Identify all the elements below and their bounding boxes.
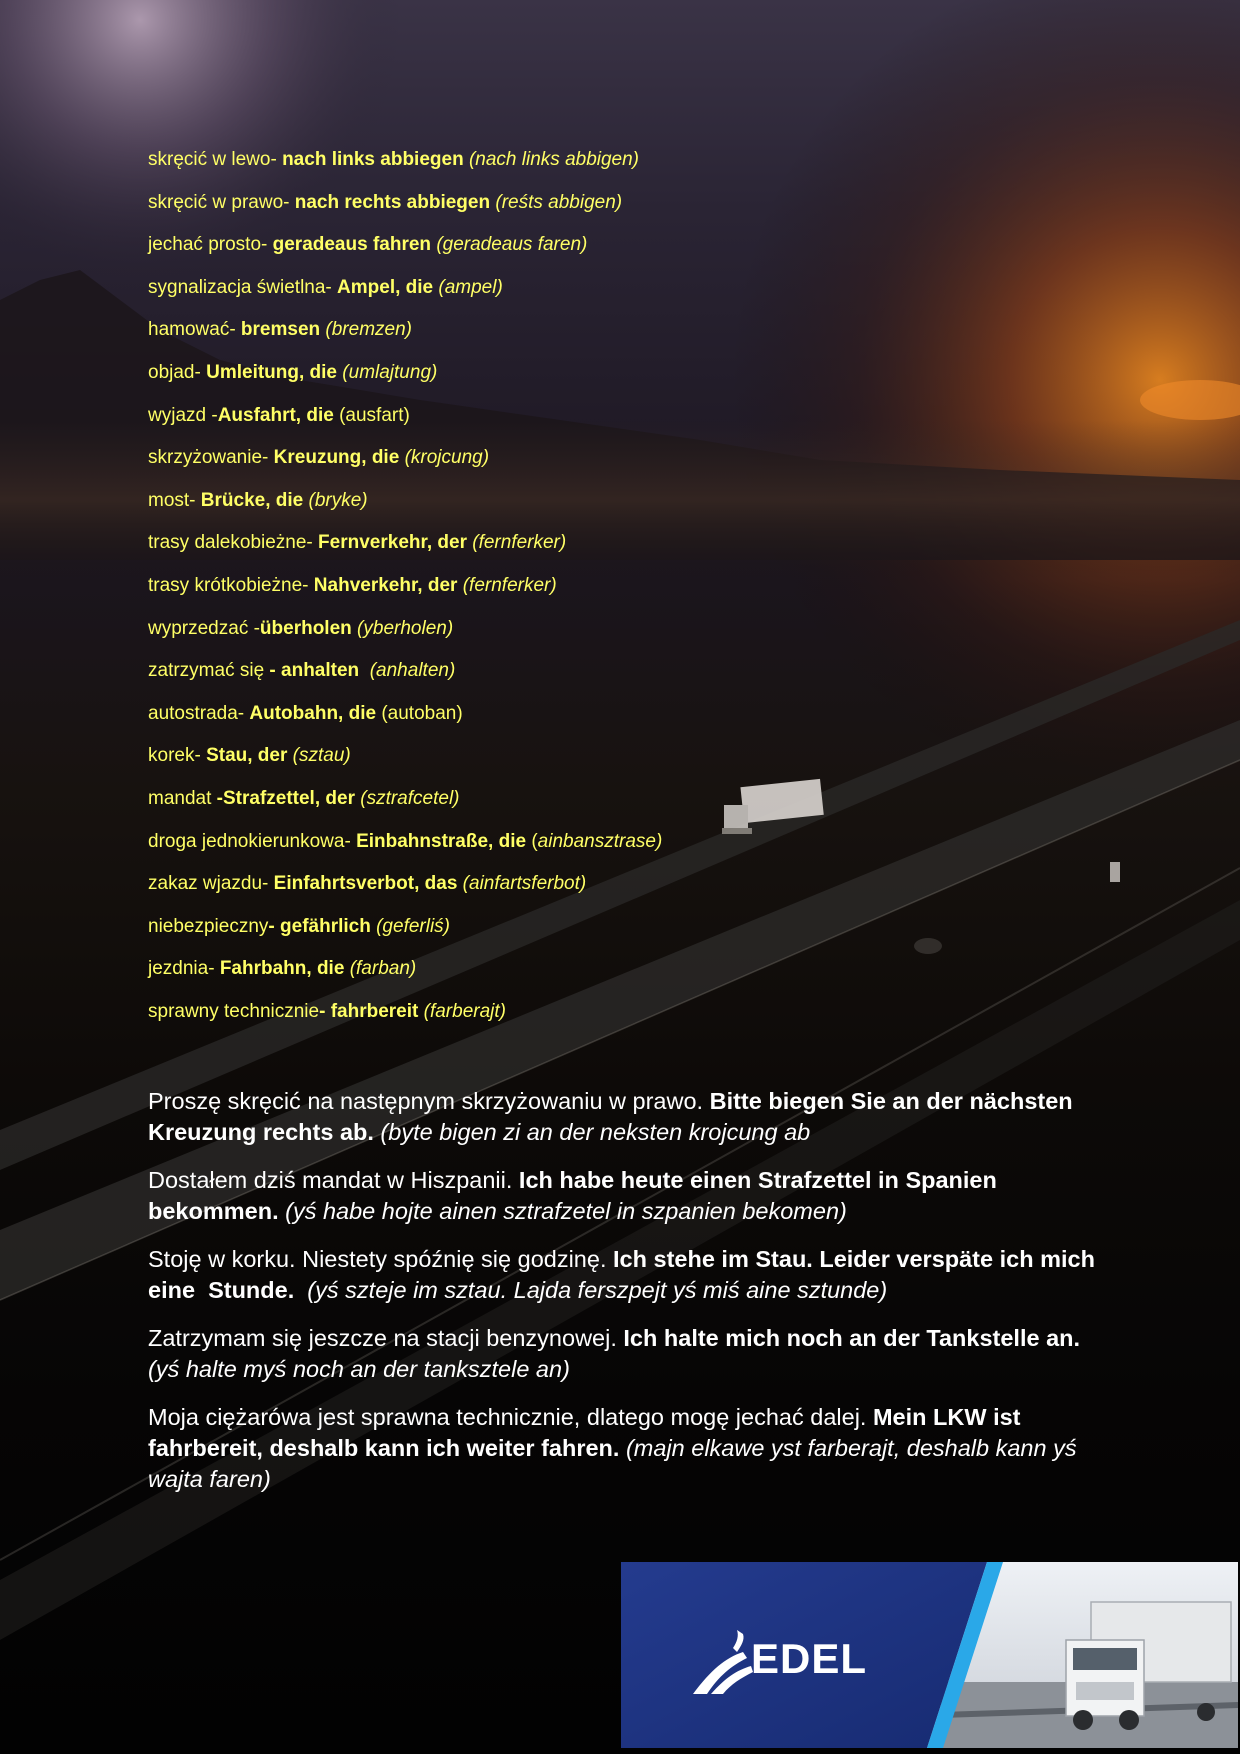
vocabulary-entry: mandat -Strafzettel, der (sztrafcetel) [148, 787, 460, 809]
vocabulary-entry: sygnalizacja świetlna- Ampel, die (ampel) [148, 276, 503, 298]
edel-banner [621, 1562, 1238, 1748]
vocabulary-entry: wyjazd -Ausfahrt, die (ausfart) [148, 404, 410, 426]
vocabulary-entry: droga jednokierunkowa- Einbahnstraße, die (ainbansztrase) [148, 830, 663, 852]
edel-logo-text: EDEL [751, 1635, 868, 1682]
vocabulary-entry: zakaz wjazdu- Einfahrtsverbot, das (ainfartsferbot) [148, 873, 587, 895]
vocabulary-entry: most- Brücke, die (bryke) [148, 489, 368, 511]
vocabulary-entry: korek- Stau, der (sztau) [148, 745, 351, 767]
vocabulary-entry: wyprzedzać -überholen (yberholen) [148, 617, 454, 639]
vocabulary-list [148, 146, 1148, 1040]
example-sentence: Dostałem dziś mandat w Hiszpanii. Ich habe heute einen Strafzettel in Spanien bekommen. (yś habe hojte ainen sztrafzetel in szpanien bekomen) [148, 1167, 997, 1224]
example-sentence: Moja ciężarówa jest sprawna technicznie, dlatego mogę jechać dalej. Mein LKW ist fahrbereit, deshalb kann ich weiter fahren. (majn elkawe yst farberajt, deshalb kann yś wajta faren) [148, 1404, 1077, 1492]
example-sentence: Zatrzymam się jeszcze na stacji benzynowej. Ich halte mich noch an der Tankstelle an. (yś halte myś noch an der tanksztele an) [148, 1325, 1081, 1382]
vocabulary-entry: autostrada- Autobahn, die (autoban) [148, 702, 463, 724]
vocabulary-entry: trasy dalekobieżne- Fernverkehr, der (fernferker) [148, 532, 567, 554]
vocabulary-entry: sprawny technicznie- fahrbereit (farberajt) [148, 1000, 506, 1022]
vocabulary-entry: jechać prosto- geradeaus fahren (geradeaus faren) [148, 234, 588, 256]
vocabulary-entry: objad- Umleitung, die (umlajtung) [148, 361, 438, 383]
example-sentence: Proszę skręcić na następnym skrzyżowaniu w prawo. Bitte biegen Sie an der nächsten Kreuzung rechts ab. (byte bigen zi an der neksten krojcung ab [148, 1088, 1073, 1145]
vocabulary-entry: skręcić w prawo- nach rechts abbiegen (reśts abbigen) [148, 191, 623, 213]
example-sentences [148, 1086, 1108, 1512]
vocabulary-entry: skręcić w lewo- nach links abbiegen (nach links abbigen) [148, 149, 640, 170]
vocabulary-entry: zatrzymać się - anhalten (anhalten) [148, 660, 456, 682]
example-sentence: Stoję w korku. Niestety spóźnię się godzinę. Ich stehe im Stau. Leider verspäte ich mich eine Stunde. (yś szteje im sztau. Lajda ferszpejt yś miś aine sztunde) [148, 1246, 1102, 1303]
vocabulary-entry: niebezpieczny- gefährlich (geferliś) [148, 915, 451, 937]
vocabulary-entry: hamować- bremsen (bremzen) [148, 319, 412, 341]
vocabulary-entry: jezdnia- Fahrbahn, die (farban) [148, 958, 417, 980]
vocabulary-entry: skrzyżowanie- Kreuzung, die (krojcung) [148, 447, 490, 469]
banner-graphic [621, 1562, 1238, 1748]
vocabulary-entry: trasy krótkobieżne- Nahverkehr, der (fernferker) [148, 574, 557, 596]
